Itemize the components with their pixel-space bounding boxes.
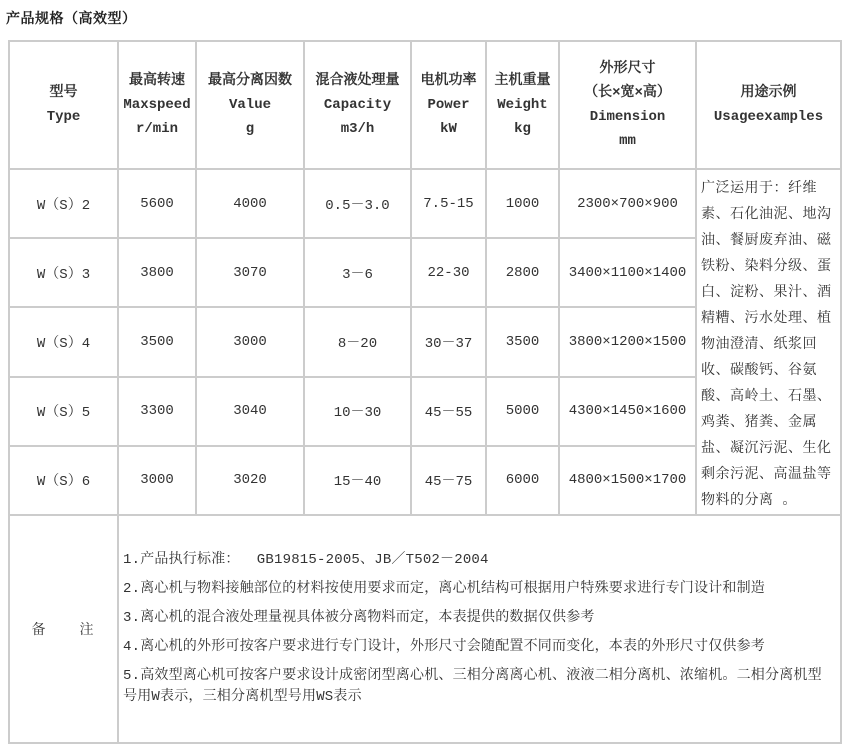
- header-maxspeed-unit: r/min: [135, 121, 178, 137]
- header-weight-en: Weight: [497, 97, 548, 113]
- cell-capacity: 10－30: [304, 377, 411, 446]
- header-maxspeed-cn: 最高转速: [129, 73, 185, 89]
- cell-maxspeed: 5600: [118, 169, 196, 238]
- cell-value: 3070: [196, 238, 304, 307]
- header-capacity-cn: 混合液处理量: [315, 73, 400, 89]
- page-title: 产品规格（高效型）: [6, 10, 137, 26]
- cell-type: W（S）4: [9, 307, 118, 376]
- cell-maxspeed: 3800: [118, 238, 196, 307]
- cell-weight: 6000: [486, 446, 559, 515]
- cell-weight: 5000: [486, 377, 559, 446]
- header-power-unit: kW: [440, 121, 457, 137]
- cell-type: W（S）5: [9, 377, 118, 446]
- cell-weight: 2800: [486, 238, 559, 307]
- cell-power: 45－75: [411, 446, 486, 515]
- header-dimension-en: Dimension: [589, 109, 666, 125]
- header-dimension: [559, 41, 696, 169]
- cell-weight: 1000: [486, 169, 559, 238]
- header-capacity-en: Capacity: [323, 97, 392, 113]
- header-dimension-cn2: （长×宽×高）: [584, 85, 671, 101]
- header-capacity-unit: m3/h: [340, 121, 375, 137]
- cell-weight: 3500: [486, 307, 559, 376]
- cell-value: 3020: [196, 446, 304, 515]
- product-spec-table: [8, 40, 842, 744]
- cell-dimension: 3400×1100×1400: [559, 238, 696, 307]
- cell-power: 22-30: [411, 238, 486, 307]
- header-dimension-cn: 外形尺寸: [599, 61, 656, 77]
- header-usage-cn: 用途示例: [740, 85, 797, 101]
- cell-dimension: 4300×1450×1600: [559, 377, 696, 446]
- header-usage-en: Usageexamples: [713, 109, 824, 125]
- cell-maxspeed: 3300: [118, 377, 196, 446]
- cell-power: 45－55: [411, 377, 486, 446]
- header-type-cn: 型号: [49, 85, 78, 101]
- cell-type: W（S）3: [9, 238, 118, 307]
- cell-capacity: 8－20: [304, 307, 411, 376]
- header-value-cn: 最高分离因数: [208, 73, 292, 89]
- header-power: [411, 41, 486, 169]
- cell-capacity: 15－40: [304, 446, 411, 515]
- cell-value: 4000: [196, 169, 304, 238]
- cell-value: 3040: [196, 377, 304, 446]
- header-usage: [696, 41, 841, 169]
- cell-type: W（S）2: [9, 169, 118, 238]
- remarks-row: [9, 515, 841, 743]
- note-item: 3.离心机的混合液处理量视具体被分离物料而定，本表提供的数据仅供参考: [123, 610, 595, 626]
- table-row: [9, 169, 841, 238]
- header-value-en: Value: [228, 97, 271, 113]
- cell-capacity: 3－6: [304, 238, 411, 307]
- note-item: 2.离心机与物料接触部位的材料按使用要求而定，离心机结构可根据用户特殊要求进行专门设计和制造: [123, 581, 765, 597]
- cell-dimension: 3800×1200×1500: [559, 307, 696, 376]
- cell-maxspeed: 3000: [118, 446, 196, 515]
- header-capacity: [304, 41, 411, 169]
- header-dimension-unit: mm: [619, 133, 636, 149]
- cell-type: W（S）6: [9, 446, 118, 515]
- remarks-label: 备 注: [9, 515, 118, 743]
- note-item: 5.高效型离心机可按客户要求设计成密闭型离心机、三相分离离心机、液液二相分离机、浓缩机。二相分离机型号用W表示，三相分离机型号用WS表示: [123, 668, 822, 705]
- cell-power: 7.5-15: [411, 169, 486, 238]
- header-weight: [486, 41, 559, 169]
- header-power-cn: 电机功率: [420, 73, 477, 89]
- header-type: [9, 41, 118, 169]
- table-header-row: [9, 41, 841, 169]
- header-type-en: Type: [46, 109, 81, 125]
- header-maxspeed-en: Maxspeed: [123, 97, 191, 113]
- header-value-unit: g: [245, 121, 255, 137]
- note-item: 4.离心机的外形可按客户要求进行专门设计，外形尺寸会随配置不同而变化，本表的外形尺寸仅供参考: [123, 639, 765, 655]
- remarks-notes: [118, 515, 841, 743]
- header-value: [196, 41, 304, 169]
- cell-power: 30－37: [411, 307, 486, 376]
- cell-value: 3000: [196, 307, 304, 376]
- usage-cell: 广泛运用于：纤维素、石化油泥、地沟油、餐厨废弃油、磁铁粉、染料分级、蛋白、淀粉、果汁、酒精糟、污水处理、植物油澄清、纸浆回收、碳酸钙、谷氨酸、高岭土、石墨、鸡粪、猪粪、金属盐、凝沉污泥、生化剩余污泥、高温盐等物料的分离 。: [696, 169, 841, 515]
- note-item: 1.产品执行标准： GB19815-2005、JB／T502－2004: [123, 552, 489, 568]
- header-weight-unit: kg: [514, 121, 531, 137]
- cell-dimension: 2300×700×900: [559, 169, 696, 238]
- header-power-en: Power: [427, 97, 470, 113]
- header-weight-cn: 主机重量: [494, 73, 551, 89]
- cell-capacity: 0.5－3.0: [304, 169, 411, 238]
- cell-dimension: 4800×1500×1700: [559, 446, 696, 515]
- header-maxspeed: [118, 41, 196, 169]
- cell-maxspeed: 3500: [118, 307, 196, 376]
